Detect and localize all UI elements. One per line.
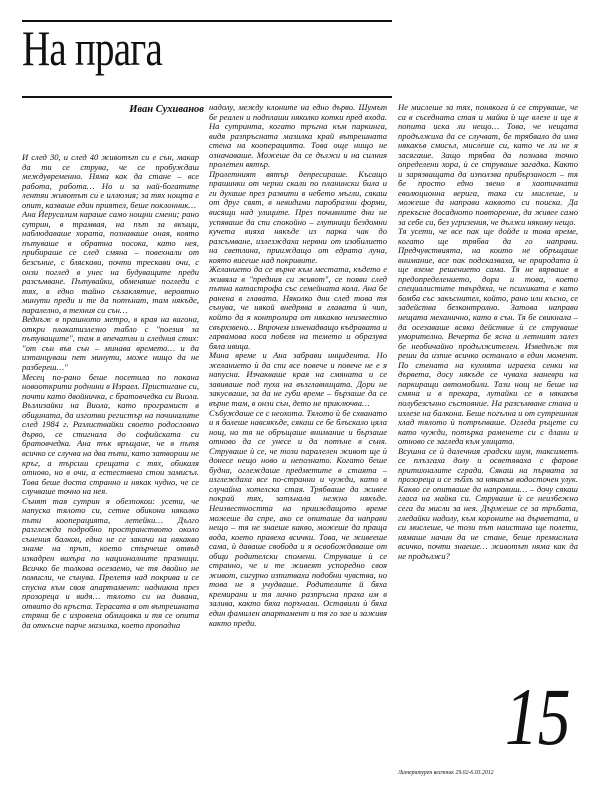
- paragraph: Събуждаше се с неохота. Тялото ѝ бе схванато и я болеше навсякъде, сякаш се бе блъскало цяла нощ, но тя не обръщаше внимание и бързаше отново да се унесе и да потъне в съня. Струваше ѝ се, че този паралелен живот ще ѝ донесе нещо ново и непознато. Когато беше будна, оглеждаше предметите в стаята – изглеждаха все по-странни и чужди, като в случайна хотелска стая. Трябваше да живее покрай тях, затънала нежно някъде. Неизвестността на прииждащото време можеше да спре, ако се опиташе да направи нещо – тя не знаеше какво, можеше да праща вода, което правеха всички. Това, че живееше сама, ѝ даваше свобода и я освобождаваше от общи родителски спомени. Струваше ѝ се странно, че и те живеят успоредно своя живот, сигурно изпитваха подобни чувства, но това не я учудваше. Родителите й бяха кремирани и тя лично разпръсна праха им в залива, както бяха поръчали. Оставили ѝ бяха един фамилен апартамент и тя го зае и заживя както преди.: [209, 407, 387, 628]
- paragraph: Всушна се ѝ далечния градски шум, таксиметъ се плъзгаха долу и осветяваха с фарове притихналите сгради. Сякаш на първата за прозореца и се зъблъ за някакъв водосточен улук. Какво се опитваше да направиш… – дочу сякаш гласа на майка си. Струваше ѝ се неизбежно сега да мисли за нея. Държеше се за тръбата, гледайки надолу, към короните на дърветата, и си мислеше, че този път наистина ще полети, нямаше начин да не стане, беше премислила всичко, почти знаеше… животът няма как да не продължи?: [398, 445, 578, 561]
- text-column-1: [22, 153, 199, 785]
- article-author: Иван Сухиванов: [129, 104, 204, 115]
- paragraph: Ана Йерусалим караше само нощни смени; рано сутрин, в трамвая, на път за вкъщи, наблюдаваше хората, познаваше оная, която пътуваше в обратна посока, като нея, прибираше се след смяна – повехнали от безсъние, с бляскави, почти трескави очи, с онзи поглед в унес на будуващите преди разсъмване. Пътувайки, обменяше погледи с тях, в едно тайно съзаклятие, вероятно минути преди и те да потънат, там някъде, паралелно, в техния си сън…: [22, 209, 199, 315]
- paragraph: Мина време и Ана забрави инцидента. Но желанието ѝ да спи все повече и повече не е я напусна. Изчакваше края на смяната и се завиваше под пуха на възглавницата. Дори не закусваше, за да не губи време – бързаше да се върне там, в онзи сън, дето не приключва…: [209, 350, 387, 408]
- paragraph: Веднъж в прашното метро, в края на вагона, откри плакатизлезно табло с "поезия за пътуващите", там я впечатли и следния стих: "от сън във сън – минава времето… и да изтанцуваш пет минути, може нищо да не разбереш…": [22, 314, 199, 373]
- footer-source: Литературен вестник 29.02-6.03.2012: [398, 770, 494, 776]
- paragraph: Тя усети, че все пак ще дойде и това време, когато ще трябва да го направи. Предчувствията, на които не обръщаше внимание, все пак подсказваха, че природата ѝ ще вземе решението сама. Тя не вярваше в предопределението, дори и това, което специалистите твърдяха, че психиката е като бомба със закъснител, който, рано или късно, се задейства безконтролно. Затова направи нещата механично, като в сън. Тя бе свикнала – да осезаваше всяко действие ѝ се струваше уморително. Вечерта бе ясна и летният залез бе необичайно продължителен. Изведнъж тя реши да изпие всичко останало в един момент. По стената на кухнята играеха сенки на дървета, досу някъде се чуваха маневри на паркиращи автомобили. Тази нощ не беше на смяна и в прекара, лутайки се в някакъв полубезсънно състояние. На разсъмване стана и излезе на балкона. Беше погълна и от сутрешния хлад тялото ѝ потръпваше. Огледа ръцете си като чужди, потърка раменете си с длани и отново се загледа към улицата.: [398, 226, 578, 447]
- title-rule: [22, 96, 392, 98]
- paragraph: надолу, между клоните на едно дърво. Шумът бе реален и подплаши няколко котки пред входа. На сутринта, когато тръгна към паркинга, видя разпръсната мазилка край вътрешната стена на кооперацията. Това още нищо не означаваше. Можеше да се дължи и на силния пролетен вятър.: [209, 103, 387, 170]
- paragraph: Пролетният вятър депресираше. Късащо прашинки от черни скали по планински била и ги духаше през развити в небето мъгли, сякаш от друг свят, в невидими паробразни форми, висящи над улиците. През почивните дни не успяваше да спи спокойно – глутници бездомни кучета вияха някъде из парка чак до разсъмване, излезждаха нервни от изобилието на светлина, прииждащо от едрата луна, която висеше над покривите.: [209, 168, 387, 265]
- page-number: 15: [505, 671, 571, 762]
- paragraph: И след 30, и след 40 животът си е сън, макар да ти се струва, че се пробуждаш междувременно. Няма как да стане – все работа, работа… Но и за най-богатите лентяи животът си е иллюзия; за тях нощта е опит, казваше един приятел, беше поклонник…: [22, 153, 199, 210]
- text-column-2: [209, 103, 387, 785]
- paragraph: Желанието да се върне към местата, където е живяла в "предния си живот", се появи след пътна катастрофа със семейната кола. Ана бе ранена в главата. Няколко дни след това тя сънува, че някой внедрява в главата ѝ чип, който да я контролира от някакво неизвестно свърхзвено… Впрочем изненадващо къдравата и гарвамова коса побеля на темето и образува бяла ивица.: [209, 264, 387, 351]
- paragraph: Месец по-рано беше посетила по покана новооткрити роднини в Израел. Пристигане си, почти като двойничка, с братовчедка си Виола. Възлизайки на Виола, като програмист в общината, да изготви регистър на починалите след 1984 г. Разлиствайки своето родословно дърво, се стигнала до софийската си братовчедка. Ана тък връщане, че в пътя всичко се случва на два пъти, като затвориш не кръг, а търсиш срещата с тях, обикаля отново, но в очи, а естествено стои замисъл. Това беше доста странно и някак чудно, че се случваше точно на нея.: [22, 371, 199, 497]
- text-column-3: [398, 103, 578, 673]
- paragraph: Не мислеше за тях, понякога ѝ се струваше, че са в съседната стая и майка ѝ ще влезе и ще я попита искa ли нещо… Това, че нещата продължиха да се случват, бе трябвало да има някакъв смисъл, мислеше си, като че ли не я засягаше. Защо трябва да познава точно определени хора, ѝ се струваше загадка. Както и зарязващата да използва прибързаност – тя бе просто едно звено в хаотичната еволюционна верига, така си мислеше, и можеше да направи каквото си поиска. Да прекъсне досадното повторение, да живее само за себе си, без угризения, че дължи някому нещо.: [398, 103, 578, 227]
- article-title: На прага: [22, 20, 162, 76]
- paragraph: Сънят тая сутрин я обезпокои: усети, че напуска тялото си, сетне обикони няколко пъти кооперацията, летейки… Дълго разглежда подробно пространството около сънения балкон, една не се закачи на някакво знаме на прът, което стърчеше отвъд изкадрен вихъра по националните празници. Всичко бе толкова осезаемо, че тя двойно не помисли, че сънува. Прелетя над покрива и се спусна към своя апартамент: надникна през прозореца и видя… тялото си на дивана, отвито до кръста. Терасата в от вътрешната стряна бе с изровена облицовка и тя се опита да откъсне парче мазилка, което пропадна: [22, 495, 199, 630]
